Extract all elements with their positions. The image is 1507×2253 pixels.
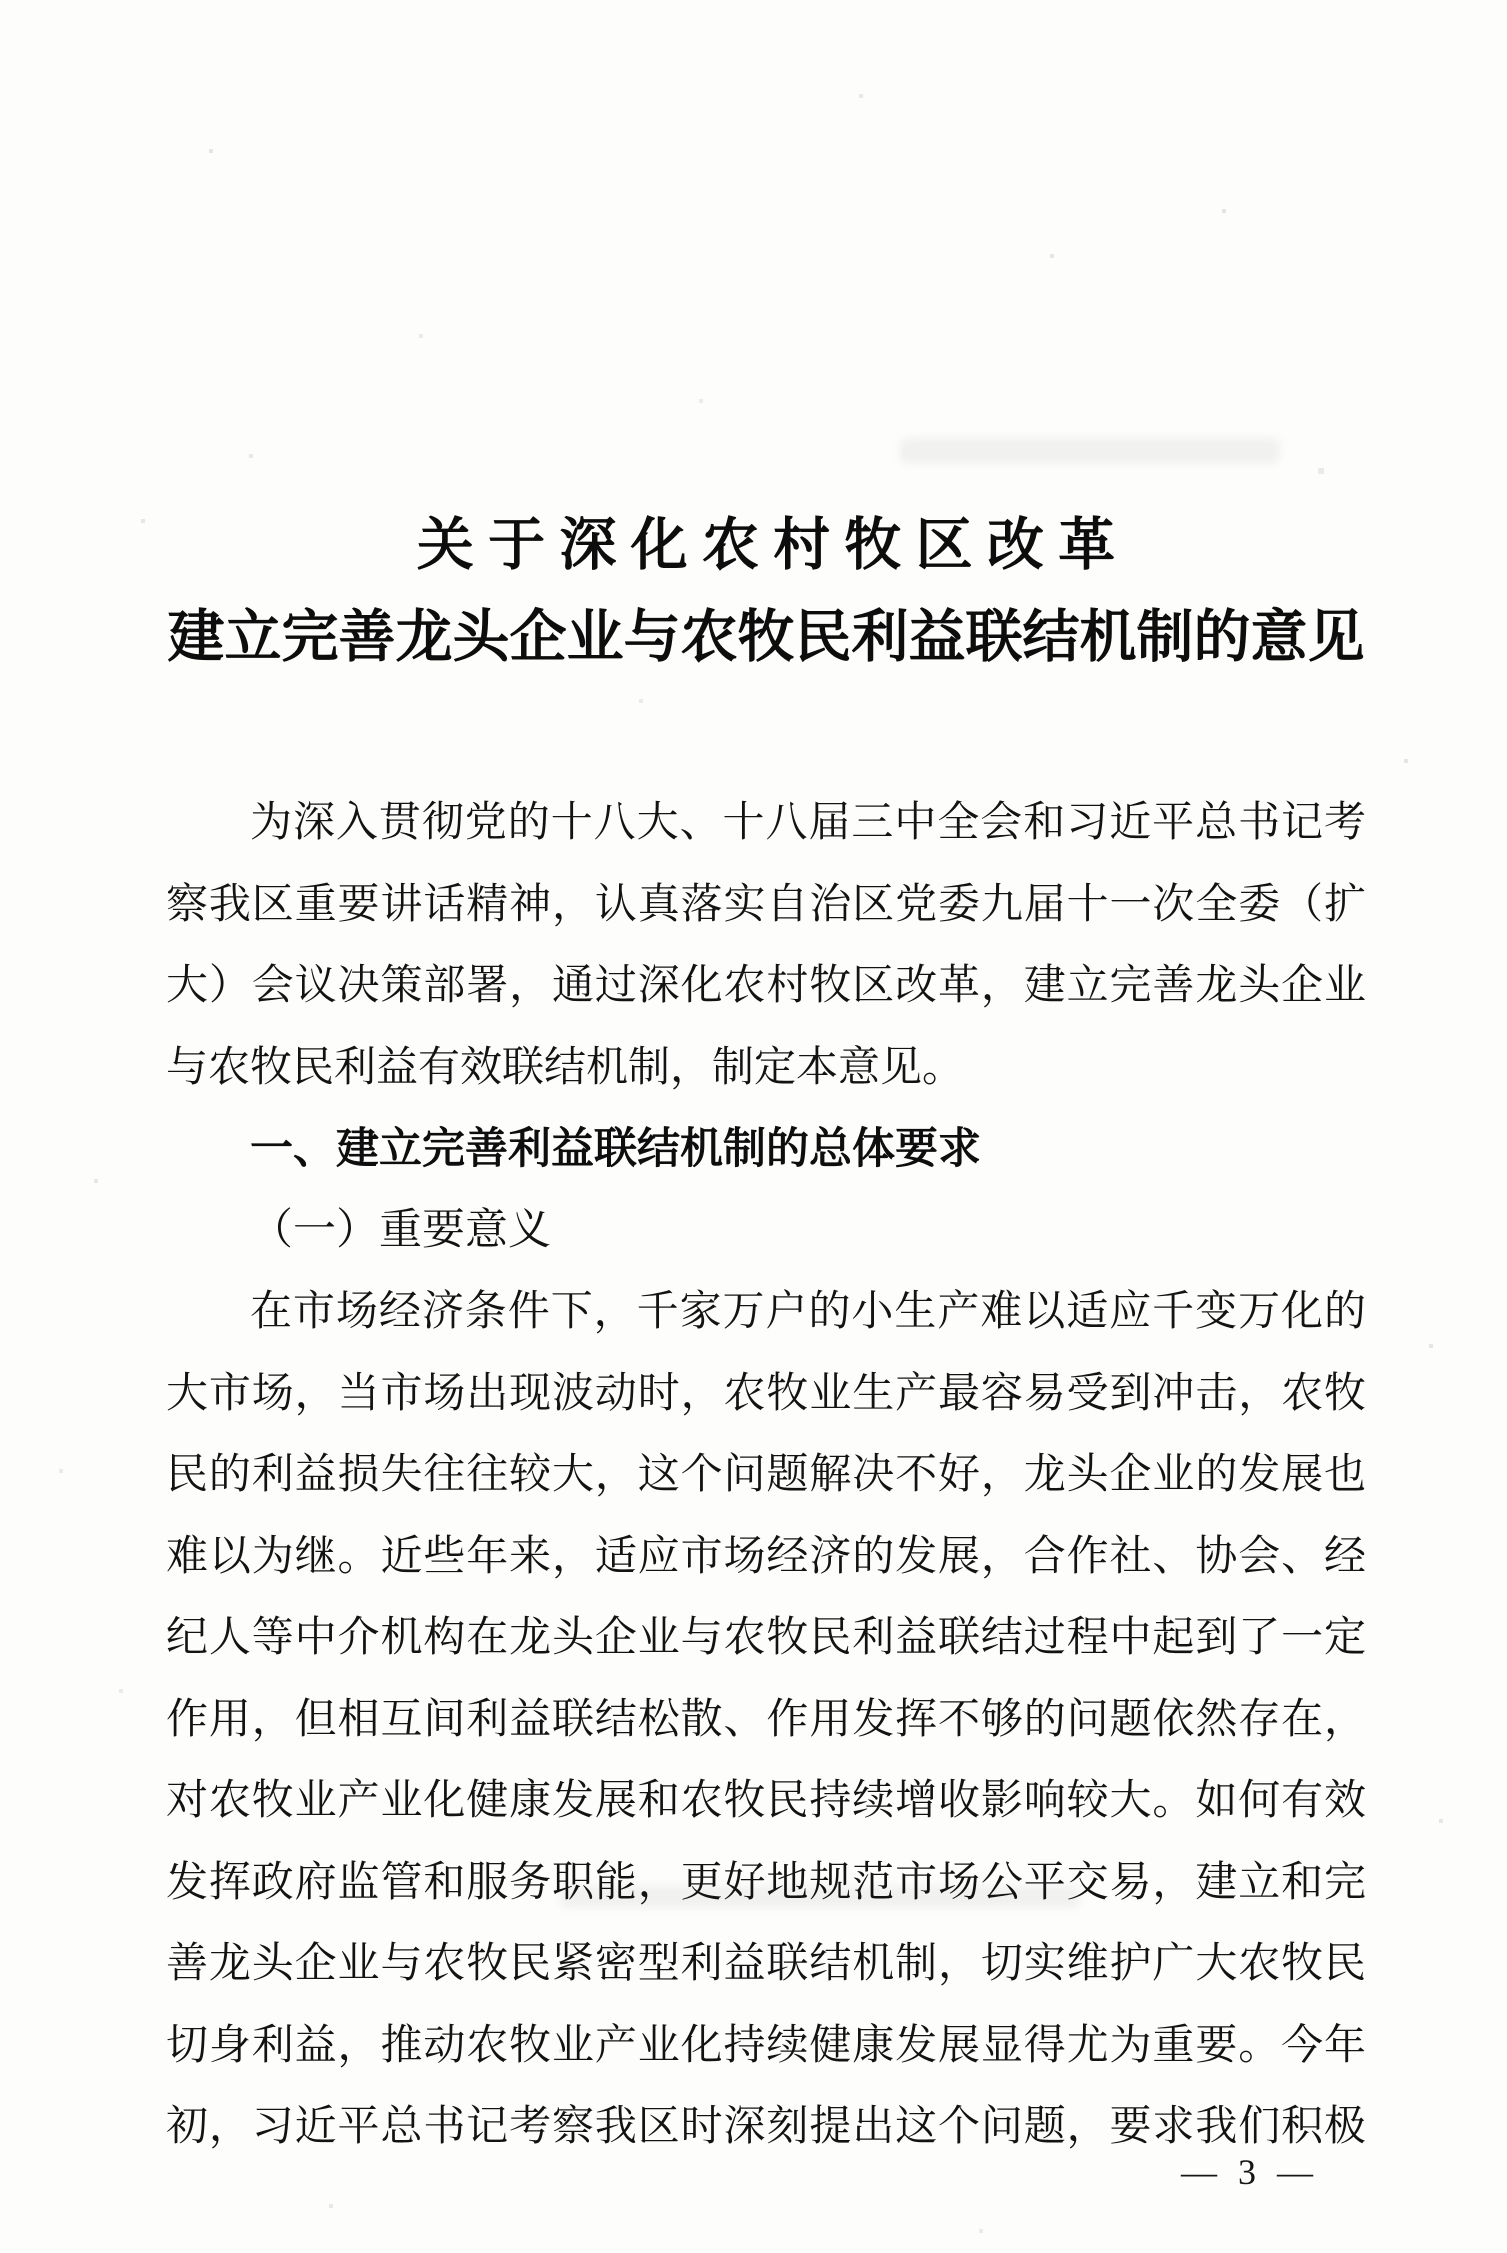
- scan-noise-speckles: [0, 0, 2, 2]
- paragraph-1-line: 与农牧民利益有效联结机制，制定本意见。: [166, 1044, 965, 1091]
- paragraph-2-line: 初，习近平总书记考察我区时深刻提出这个问题，要求我们积极: [166, 2104, 1366, 2150]
- paragraph-2-line: 发挥政府监管和服务职能，更好地规范市场公平交易，建立和完: [166, 1859, 1366, 1906]
- document-body: [166, 798, 1366, 2184]
- page-number: — 3 —: [1181, 2152, 1319, 2192]
- paragraph-2-line: 切身利益，推动农牧业产业化持续健康发展显得尤为重要。今年: [166, 2022, 1366, 2069]
- paragraph-1-line: 察我区重要讲话精神，认真落实自治区党委九届十一次全委（扩: [166, 881, 1366, 928]
- paragraph-2-line: 难以为继。近些年来，适应市场经济的发展，合作社、协会、经: [166, 1533, 1366, 1580]
- paragraph-2-line: 纪人等中介机构在龙头企业与农牧民利益联结过程中起到了一定: [166, 1615, 1366, 1661]
- paragraph-2-line: 民的利益损失往往较大，这个问题解决不好，龙头企业的发展也: [166, 1452, 1366, 1498]
- paragraph-2-line: 善龙头企业与农牧民紧密型利益联结机制，切实维护广大农牧民: [166, 1941, 1366, 1987]
- paragraph-2-line: 大市场，当市场出现波动时，农牧业生产最容易受到冲击，农牧: [166, 1370, 1366, 1417]
- section-heading: 一、建立完善利益联结机制的总体要求: [250, 1125, 981, 1173]
- paragraph-2-line: 作用，但相互间利益联结松散、作用发挥不够的问题依然存在，: [166, 1696, 1366, 1743]
- subsection-heading: （一）重要意义: [250, 1206, 551, 1254]
- document-title-line-1: 关于深化农村牧区改革: [416, 514, 1130, 577]
- scan-smudge: [900, 438, 1280, 464]
- document-title-line-2: 建立完善龙头企业与农牧民利益联结机制的意见: [167, 605, 1365, 669]
- paragraph-2-line: 在市场经济条件下，千家万户的小生产难以适应千变万化的: [250, 1289, 1366, 1335]
- paragraph-1-line: 为深入贯彻党的十八大、十八届三中全会和习近平总书记考: [250, 800, 1366, 846]
- paragraph-2-line: 对农牧业产业化健康发展和农牧民持续增收影响较大。如何有效: [166, 1778, 1366, 1824]
- paragraph-1-line: 大）会议决策部署，通过深化农村牧区改革，建立完善龙头企业: [166, 963, 1366, 1009]
